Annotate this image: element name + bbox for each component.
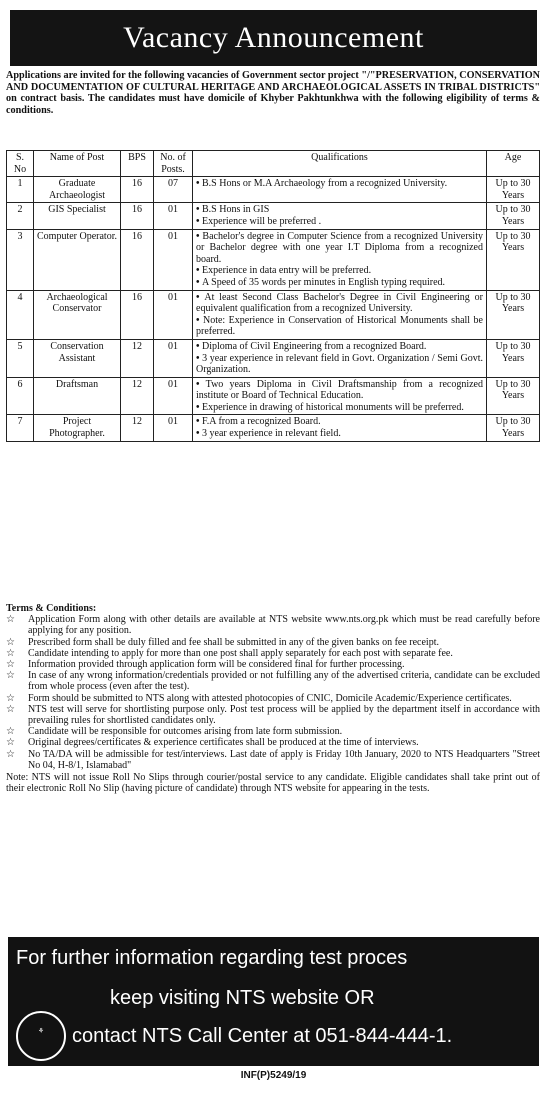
cell-qualifications <box>193 290 487 339</box>
star-icon: ☆ <box>6 647 15 659</box>
cell-age: Up to 30 Years <box>487 377 540 415</box>
footer-line-2: keep visiting NTS website OR <box>110 987 375 1009</box>
cell-post: Graduate Archaeologist <box>34 177 121 203</box>
table-header-row <box>7 151 540 177</box>
cell-post: Computer Operator. <box>34 229 121 290</box>
list-item <box>6 637 540 648</box>
star-icon: ☆ <box>6 726 15 738</box>
cell-age: Up to 30 Years <box>487 290 540 339</box>
cell-posts: 07 <box>154 177 193 203</box>
cell-qualifications <box>193 339 487 377</box>
qualification-item: • 3 year experience in relevant field. <box>196 428 483 440</box>
footer-line-1: For further information regarding test proces <box>16 947 408 969</box>
term-text: Candidate intending to apply for more than one post shall apply separately for each post with separate fee. <box>28 647 453 659</box>
star-icon: ☆ <box>6 659 15 671</box>
cell-post: Conservation Assistant <box>34 339 121 377</box>
term-text: Prescribed form shall be duly filled and fee shall be submitted in any of the given banks on fee receipt. <box>28 636 439 648</box>
terms-title: Terms & Conditions: <box>6 603 97 614</box>
cell-bps: 16 <box>121 203 154 229</box>
table-row <box>7 203 540 229</box>
col-age: Age <box>487 151 540 177</box>
cell-bps: 12 <box>121 415 154 441</box>
term-text: NTS test will serve for shortlisting purpose only. Post test process will be applied by the department itself in accordance with prevailing rules for shortlisted candidates only. <box>28 703 540 727</box>
list-item <box>6 693 540 704</box>
cell-post: Project Photographer. <box>34 415 121 441</box>
table-row <box>7 229 540 290</box>
qualification-item: • F.A from a recognized Board. <box>196 416 483 428</box>
col-post: Name of Post <box>34 151 121 177</box>
list-item <box>6 614 540 636</box>
term-text: Information provided through application form will be considered final for further processing. <box>28 659 405 671</box>
list-item <box>6 670 540 692</box>
cell-qualifications <box>193 177 487 203</box>
cell-age: Up to 30 Years <box>487 203 540 229</box>
cell-qualifications <box>193 415 487 441</box>
cell-qualifications <box>193 229 487 290</box>
list-item <box>6 749 540 771</box>
table-row <box>7 415 540 441</box>
qualification-item: • Bachelor's degree in Computer Science from a recognized University or Bachelor degree with one year I.T Diploma from a recognized board. <box>196 231 483 266</box>
qualification-item: • Experience will be preferred . <box>196 216 483 228</box>
table-row <box>7 290 540 339</box>
star-icon: ☆ <box>6 614 15 626</box>
star-icon: ☆ <box>6 670 15 682</box>
cell-bps: 16 <box>121 177 154 203</box>
cell-bps: 12 <box>121 339 154 377</box>
cell-post: Draftsman <box>34 377 121 415</box>
cell-sno: 2 <box>7 203 34 229</box>
cell-sno: 4 <box>7 290 34 339</box>
cell-sno: 3 <box>7 229 34 290</box>
qualification-item: • Diploma of Civil Engineering from a recognized Board. <box>196 341 483 353</box>
cell-sno: 1 <box>7 177 34 203</box>
list-item <box>6 726 540 737</box>
cell-post: GIS Specialist <box>34 203 121 229</box>
cell-posts: 01 <box>154 377 193 415</box>
term-text: Form should be submitted to NTS along with attested photocopies of CNIC, Domicile Academic/Experience certificates. <box>28 692 512 704</box>
qualification-item: • A Speed of 35 words per minutes in English typing required. <box>196 277 483 289</box>
star-icon: ☆ <box>6 703 15 715</box>
cell-age: Up to 30 Years <box>487 177 540 203</box>
cell-posts: 01 <box>154 415 193 441</box>
star-icon: ☆ <box>6 636 15 648</box>
vacancy-rows <box>7 177 540 441</box>
cell-posts: 01 <box>154 339 193 377</box>
term-text: In case of any wrong information/credentials provided or not fulfilling any of the advertised criteria, candidate can be excluded from whole process (even after the test). <box>28 670 540 693</box>
qualification-item: • B.S Hons or M.A Archaeology from a recognized University. <box>196 178 483 190</box>
cell-sno: 5 <box>7 339 34 377</box>
qualification-item: • Experience in drawing of historical monuments will be preferred. <box>196 402 483 414</box>
qualification-item: • Note: Experience in Conservation of Historical Monuments shall be preferred. <box>196 315 483 338</box>
cell-age: Up to 30 Years <box>487 339 540 377</box>
table-row <box>7 377 540 415</box>
col-posts: No. of Posts. <box>154 151 193 177</box>
star-icon: ☆ <box>6 692 15 704</box>
table-row <box>7 177 540 203</box>
cell-sno: 6 <box>7 377 34 415</box>
cell-posts: 01 <box>154 203 193 229</box>
cell-bps: 12 <box>121 377 154 415</box>
list-item <box>6 648 540 659</box>
qualification-item: • B.S Hons in GIS <box>196 204 483 216</box>
footer-line-3: contact NTS Call Center at 051-844-444-1. <box>72 1025 453 1047</box>
col-bps: BPS <box>121 151 154 177</box>
cell-age: Up to 30 Years <box>487 415 540 441</box>
vacancy-table <box>6 150 540 442</box>
qualification-item: • 3 year experience in relevant field in Govt. Organization / Semi Govt. Organization. <box>196 353 483 376</box>
terms-section <box>6 603 540 794</box>
cell-posts: 01 <box>154 229 193 290</box>
nts-logo-icon: ⚘ <box>16 1011 66 1061</box>
star-icon: ☆ <box>6 737 15 749</box>
col-sno: S. No <box>7 151 34 177</box>
terms-list <box>6 614 540 771</box>
cell-post: Archaeological Conservator <box>34 290 121 339</box>
list-item <box>6 659 540 670</box>
term-text: Candidate will be responsible for outcomes arising from late form submission. <box>28 726 343 738</box>
term-text: No TA/DA will be admissible for test/interviews. Last date of apply is Friday 10th January, 2020 to NTS Headquarters "Street No 04, H-8/1, Islamabad" <box>28 748 540 771</box>
cell-qualifications <box>193 377 487 415</box>
page-title: Vacancy Announcement <box>123 21 424 54</box>
contact-footer <box>8 937 539 1066</box>
qualification-item: • Two years Diploma in Civil Draftsmanship from a recognized institute or Board of Technical Education. <box>196 379 483 402</box>
intro-paragraph: Applications are invited for the following vacancies of Government sector project "/"PRESERVATION, CONSERVATION AND DOCUMENTATION OF CULTURAL HERITAGE AND ARCHAEOLOGICAL ASSETS IN TRIBAL DISTRICTS" on contract basis. The candidates must have domicile of Khyber Pakhtunkhwa with the following eligibility of terms & conditions. <box>6 70 540 116</box>
vacancy-announcement-banner <box>10 10 537 66</box>
terms-note: Note: NTS will not issue Roll No Slips through courier/postal service to any candidate. Eligible candidates shall take print out of their electronic Roll No Slip (having picture of candidate) through NTS website for appearing in the tests. <box>6 772 540 795</box>
cell-bps: 16 <box>121 290 154 339</box>
term-text: Application Form along with other details are available at NTS website www.nts.org.pk which must be read carefully before applying for any position. <box>28 614 540 637</box>
cell-age: Up to 30 Years <box>487 229 540 290</box>
cell-sno: 7 <box>7 415 34 441</box>
cell-qualifications <box>193 203 487 229</box>
list-item <box>6 704 540 726</box>
term-text: Original degrees/certificates & experience certificates shall be produced at the time of interviews. <box>28 737 419 749</box>
reference-number: INF(P)5249/19 <box>240 1070 307 1081</box>
qualification-item: • Experience in data entry will be preferred. <box>196 265 483 277</box>
col-qualifications: Qualifications <box>193 151 487 177</box>
qualification-item: • At least Second Class Bachelor's Degree in Civil Engineering or equivalent qualification from a recognized University. <box>196 292 483 315</box>
list-item <box>6 737 540 748</box>
cell-posts: 01 <box>154 290 193 339</box>
star-icon: ☆ <box>6 748 15 760</box>
table-row <box>7 339 540 377</box>
cell-bps: 16 <box>121 229 154 290</box>
